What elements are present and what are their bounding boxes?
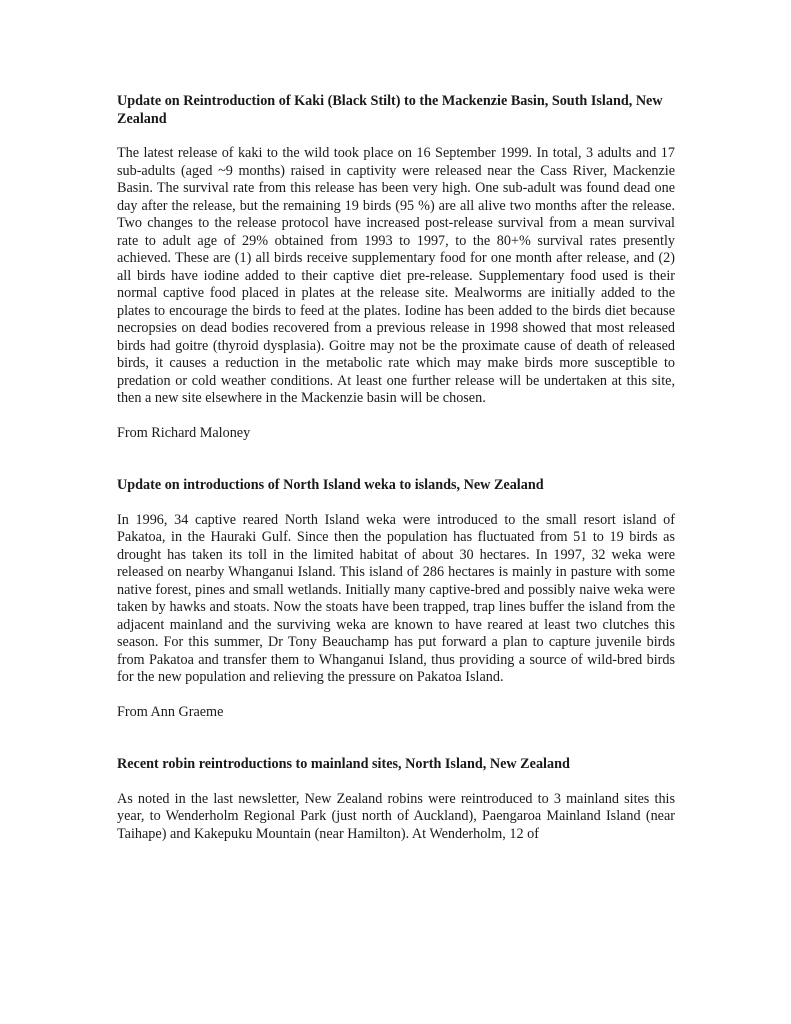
article-signature: From Ann Graeme	[117, 703, 224, 720]
article-heading: Update on Reintroduction of Kaki (Black Stilt) to the Mackenzie Basin, South Island, New Zealand	[117, 93, 663, 127]
article-body: In 1996, 34 captive reared North Island weka were introduced to the small resort island of Pakatoa, in the Hauraki Gulf. Since then the population has fluctuated from 51 to 19 birds as drought has taken its toll in the limited habitat of about 30 hectares. In 1997, 32 weka were released on nearby Whanganui Island. This island of 286 hectares is mainly in pasture with some native forest, pines and small wetlands. Initially many captive-bred and possibly naive weka were taken by hawks and stoats. Now the stoats have been trapped, trap lines buffer the island from the adjacent mainland and the surviving weka are known to have reared at least two clutches this season. For this summer, Dr Tony Beauchamp has put forward a plan to capture juvenile birds from Pakatoa and transfer them to Whanganui Island, thus providing a source of wild-bred birds for the new population and relieving the pressure on Pakatoa Island.	[117, 511, 675, 685]
article-body: The latest release of kaki to the wild took place on 16 September 1999. In total, 3 adults and 17 sub-adults (aged ~9 months) raised in captivity were released near the Cass River, Mackenzie Basin. The survival rate from this release has been very high. One sub-adult was found dead one day after the release, but the remaining 19 birds (95 %) are all alive two months after the release. Two changes to the release protocol have increased post-release survival from a mean survival rate to adult age of 29% obtained from 1993 to 1997, to the 80+% survival rates presently achieved. These are (1) all birds receive supplementary food for one month after release, and (2) all birds have iodine added to their captive diet pre-release. Supplementary food used is their normal captive food placed in plates at the release site. Mealworms are initially added to the plates to encourage the birds to feed at the plates. Iodine has been added to the birds diet because necropsies on dead bodies recovered from a previous release in 1998 showed that most released birds had goitre (thyroid dysplasia). Goitre may not be the proximate cause of death of released birds, it causes a reduction in the metabolic rate which may make birds more susceptible to predation or cold weather conditions. At least one further release will be undertaken at this site, then a new site elsewhere in the Mackenzie basin will be chosen.	[117, 145, 675, 406]
document-page	[117, 93, 675, 843]
article-heading: Recent robin reintroductions to mainland sites, North Island, New Zealand	[117, 756, 570, 772]
article-body: As noted in the last newsletter, New Zealand robins were reintroduced to 3 mainland sites this year, to Wenderholm Regional Park (just north of Auckland), Paengaroa Mainland Island (near Taihape) and Kakepuku Mountain (near Hamilton). At Wenderholm, 12 of	[117, 790, 675, 842]
article-kaki	[117, 93, 675, 442]
article-weka	[117, 477, 675, 721]
article-heading: Update on introductions of North Island weka to islands, New Zealand	[117, 477, 544, 493]
article-robin	[117, 756, 675, 843]
article-signature: From Richard Maloney	[117, 424, 251, 441]
